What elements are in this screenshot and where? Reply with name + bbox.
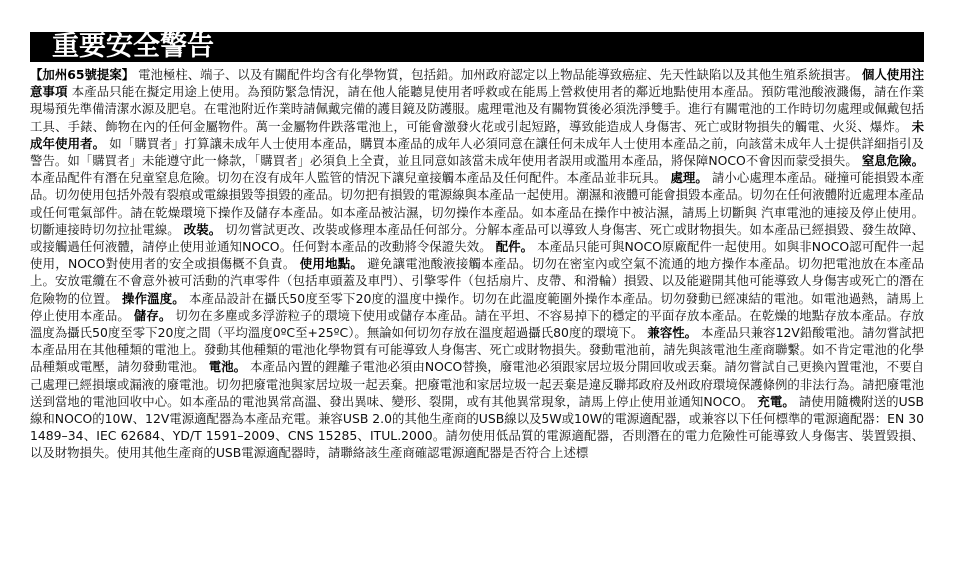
section-text-operating-temp: 本產品設計在攝氏50度至零下20度的溫度中操作。切勿在此溫度範圍外操作本產品。切勿發動已經凍結的電池。如電池過熱，請馬上停止使用本產品。: [30, 290, 924, 323]
section-heading-charging: 充電。: [757, 393, 795, 409]
section-heading-modification: 改裝。: [183, 221, 222, 237]
warning-body: [30, 66, 924, 462]
section-heading-accessories: 配件。: [495, 239, 534, 255]
section-text-accessories: 本產品只能可與NOCO原廠配件一起使用。如與非NOCO認可配件一起使用，NOCO對使用者的安全或損傷概不負責。: [30, 239, 924, 272]
section-heading-minor-users: 未成年使用者。: [30, 118, 924, 151]
title-banner: [30, 32, 924, 62]
section-heading-operating-temp: 操作溫度。: [122, 290, 185, 306]
section-heading-choking: 窒息危險。: [861, 153, 924, 169]
section-heading-handling: 處理。: [670, 170, 708, 186]
section-heading-battery: 電池。: [208, 359, 247, 375]
section-text-minor-users: 如「購買者」打算讓未成年人士使用本產品，購買本產品的成年人必須同意在讓任何未成年人士使用本產品之前，向該當未成年人士提供詳細指引及警告。如「購買者」未能遵守此一條款，「購買者」必須負上全責，並且同意如該當未成年使用者誤用或濫用本產品，將保障NOCO不會因而蒙受損失。: [30, 135, 924, 169]
section-text-battery: 本產品內置的鋰離子電池必須由NOCO替換，廢電池必須跟家居垃圾分開回收或丟棄。請勿嘗試自己更換內置電池，不要自己處理已經損壞或漏液的廢電池。切勿把廢電池與家居垃圾一起丟棄。把廢電池和家居垃圾一起丟棄是違反聯邦政府及州政府環境保護條例的非法行為。請把廢電池送到當地的電池回收中心。如本產品的電池異常高溫、發出異味、變形、裂開，或有其他異常現象，請馬上停止使用並通知NOCO。: [30, 359, 924, 409]
section-text-location: 避免讓電池酸液接觸本產品。切勿在密室內或空氣不流通的地方操作本產品。切勿把電池放在本產品上。安放電纜在不會意外被可活動的汽車零件（包括車頭蓋及車門）、引擎零件（包括扇片、皮帶、和滑輪）損毀、以及能避開其他可能導致人身傷害或死亡的潛在危險物的位置。: [30, 256, 924, 306]
section-text-personal-use: 本產品只能在擬定用途上使用。為預防緊急情況，請在他人能聽見使用者呼救或在能馬上營救使用者的鄰近地點使用本產品。預防電池酸液濺傷，請在作業現場預先準備清潔水源及肥皂。在電池附近作業時請佩戴完備的護目鏡及防護服。處理電池及有關物質後必須洗淨雙手。進行有關電池的工作時切勿處理或佩戴包括工具、手錶、飾物在內的任何金屬物件。萬一金屬物件跌落電池上，可能會激發火花或引起短路，導致能造成人身傷害、死亡或財物損失的觸電、火災、爆炸。: [30, 84, 924, 134]
section-text-prop65: 電池極柱、端子、以及有關配件均含有化學物質，包括鉛。加州政府認定以上物品能導致癌症、先天性缺陷以及其他生殖系統損害。: [134, 67, 862, 82]
section-text-compatibility: 本產品只兼容12V鉛酸電池。請勿嘗試把本產品用在其他種類的電池上。發動其他種類的電池化學物質有可能導致人身傷害、死亡或財物損失。發動電池前，請先與該電池生產商聯繫。如不肯定電池的化學品種類或電壓，請勿發動電池。: [30, 325, 924, 375]
section-heading-location: 使用地點。: [299, 256, 364, 272]
section-text-storage: 切勿在多塵或多浮游粒子的環境下使用或儲存本產品。請在平坦、不容易掉下的穩定的平面存放本產品。在乾燥的地點存放本產品。存放溫度為攝氏50度至零下20度之間（平均溫度0ºC至+25ºC）。無論如何切勿存放在溫度超過攝氏80度的環境下。: [30, 307, 924, 341]
section-text-modification: 切勿嘗試更改、改裝或修理本產品任何部分。分解本產品可以導致人身傷害、死亡或財物損失。如本產品已經損毀、發生故障、或接觸過任何液體，請停止使用並通知NOCO。任何對本產品的改動將令保證失效。: [30, 221, 924, 255]
section-text-charging: 請使用隨機附送的USB線和NOCO的10W、12V電源適配器為本產品充電。兼容USB 2.0的其他生產商的USB線以及5W或10W的電源適配器，或兼容以下任何標準的電源適配器：EN 301489–34、IEC 62684、YD/T 1591–2009、CNS 15285、ITUL.2000。請勿使用低品質的電源適配器，否則潛在的電力危險性可能導致人身傷害、裝置毀損、以及財物損失。使用其他生產商的USB電源適配器時，請聯絡該生產商確認電源適配器是否符合上述標: [30, 393, 924, 461]
section-heading-storage: 儲存。: [133, 307, 172, 323]
page-title: 重要安全警告: [52, 31, 214, 62]
section-text-choking: 本產品配件有潛在兒童窒息危險。切勿在沒有成年人監管的情況下讓兒童接觸本產品及任何配件。本產品並非玩具。: [30, 170, 671, 186]
section-heading-prop65: 【加州65號提案】: [30, 67, 135, 82]
section-heading-compatibility: 兼容性。: [647, 325, 698, 341]
section-text-handling: 請小心處理本產品。碰撞可能損毀本產品。切勿使用包括外殼有裂痕或電線損毀等損毀的產品。切勿把有損毀的電源線與本產品一起使用。潮濕和液體可能會損毀本產品。切勿在任何液體附近處理本產品或任何電氣部件。請在乾燥環境下操作及儲存本產品。如本產品被沾濕，切勿操作本產品。如本產品在操作中被沾濕，請馬上切斷與 汽車電池的連接及停止使用。切斷連接時切勿拉扯電線。: [30, 170, 924, 237]
section-heading-personal-use: 個人使用注意事項: [30, 67, 924, 100]
